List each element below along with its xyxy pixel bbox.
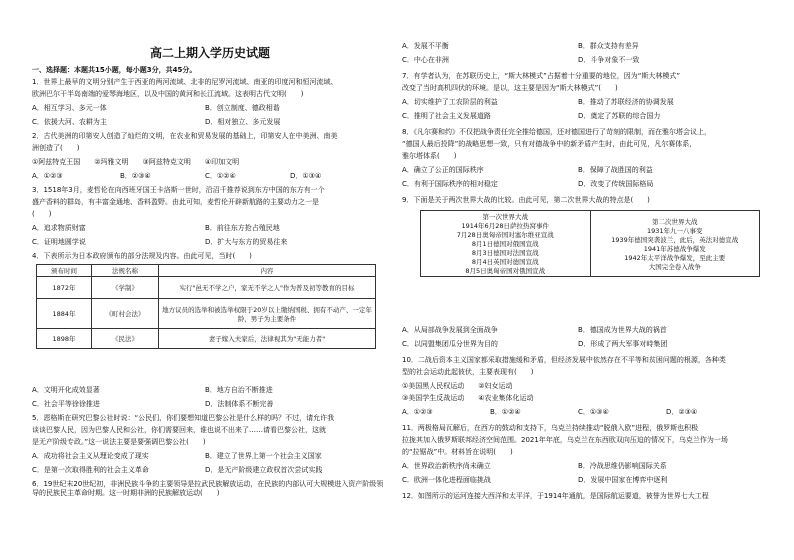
q2-option-d[interactable]: D．①③④ xyxy=(290,172,322,180)
q1-stem-line2: 欧洲巴尔干半岛南端的爱琴海地区，以及中国的黄河和长江流域。这表明古代文明( ) xyxy=(32,90,304,98)
q1-option-d[interactable]: D．相对独立、多元发展 xyxy=(205,118,281,126)
ww2-event: 1931年九一八事变 xyxy=(646,226,703,235)
q9-option-c[interactable]: C．以同盟集团瓜分世界为目的 xyxy=(402,340,498,348)
q2-option-b[interactable]: B．②③④ xyxy=(120,172,151,180)
q2-option-a[interactable]: A．①②③ xyxy=(32,172,63,180)
q3-stem-line1: 3．1518年3月，麦哲伦在向西班牙国王卡洛斯一世时，沿沼千推荐说到东方中国的东方有一个 xyxy=(32,186,325,194)
q8-option-b[interactable]: B．保障了战胜国的利益 xyxy=(578,166,653,174)
q4-option-c[interactable]: C．社会平等徐徐推进 xyxy=(32,400,100,408)
page-title: 高二上期入学历史试题 xyxy=(150,46,271,60)
q4-option-b[interactable]: B．地方自治不断推进 xyxy=(205,386,273,394)
q11-option-b[interactable]: B．冷战思维仍影响国际关系 xyxy=(578,462,667,470)
q5-stem-line3: 是无产阶级专政。”这一说法主要是要强调巴黎公社( ) xyxy=(32,438,206,446)
ww1-event: 1914年6月28日萨拉热窝事件 xyxy=(461,222,549,230)
q4-header-law: 法规名称 xyxy=(92,265,159,277)
q9-option-b[interactable]: B．德国成为世界大战的祸首 xyxy=(578,326,667,334)
q6-stem: 6．19世纪末20世纪初，非洲民族斗争的主要领导是拉武民族解放运动，在民族的内部认可大规模进入资产阶级领导的民族民主革命时期。这一时期非洲的民族解放运动( ) xyxy=(32,480,384,497)
q4-cell: 妻子嫁入夫家后，法律视其为"无能力者" xyxy=(159,329,376,349)
q2-stem-line1: 2．古代美洲的印第安人创造了灿烂的文明，在农业和贸易发展的基础上，印第安人在中美洲、南美 xyxy=(32,132,338,140)
q6-option-c[interactable]: C．中心在非洲 xyxy=(402,56,449,64)
q11-stem-line1: 11．两极格局瓦解后，在西方的鼓动和支持下，乌克兰持续推动“脱俄入欧”进程，俄罗斯也积极 xyxy=(402,424,699,432)
q4-cell: 《町村会法》 xyxy=(92,299,159,329)
q8-stem-line3: 雅尔塔体系( ) xyxy=(402,152,457,160)
q11-stem-line3: 的“拉锯战”中。材料旨在说明( ) xyxy=(402,448,513,456)
q6-option-d[interactable]: D．斗争对象不一致 xyxy=(578,56,640,64)
q11-option-d[interactable]: D．发展中国家在博弈中逐利 xyxy=(578,476,668,484)
q9-table xyxy=(420,210,760,277)
q7-option-d[interactable]: D．奠定了苏联的综合国力 xyxy=(578,112,661,120)
q8-option-a[interactable]: A．确立了公正的国际秩序 xyxy=(402,166,484,174)
ww2-event: 1941年苏德战争爆发 xyxy=(643,244,706,253)
q4-table xyxy=(36,264,376,349)
q6-option-a[interactable]: A．发展不平衡 xyxy=(402,42,449,50)
ww1-event: 8月3日德国对法国宣战 xyxy=(471,249,539,257)
q1-option-b[interactable]: B．创立制度、德政相谐 xyxy=(205,104,280,112)
q10-items-line1: ①美国黑人民权运动 ②妇女运动 xyxy=(402,382,513,390)
q10-option-b[interactable]: B．①②④ xyxy=(490,408,521,416)
q10-option-d[interactable]: D．②③④ xyxy=(666,408,698,416)
q7-option-a[interactable]: A．切实维护了工农阶层的利益 xyxy=(402,98,498,106)
q7-option-b[interactable]: B．推动了苏联经济的协调发展 xyxy=(578,98,674,106)
q1-option-c[interactable]: C．依援大河、农耕为主 xyxy=(32,118,107,126)
q5-option-d[interactable]: D．是无产阶级建立政权首次尝试实践 xyxy=(205,466,323,474)
ww2-title: 第二次世界大战 xyxy=(652,217,698,226)
ww2-event: 大国完全卷入战争 xyxy=(648,262,701,271)
q3-stem-line3: ( ) xyxy=(32,210,52,218)
q5-option-a[interactable]: A．成功将社会主义从理论变成了现实 xyxy=(32,452,149,460)
q6-option-b[interactable]: B．群众支持有差异 xyxy=(578,42,639,50)
q2-items: ①阿兹特克王国 ②玛雅文明 ③阿兹特克文明 ④印加文明 xyxy=(32,158,240,166)
q5-option-c[interactable]: C．是第一次取得胜利的社会主义革命 xyxy=(32,466,149,474)
table-row xyxy=(37,277,376,299)
q5-stem-line1: 5．恩格斯在研究巴黎公社时说：“公民们，你们要想知道巴黎公社是什么样的吗？不过，请允许我 xyxy=(32,414,335,422)
q8-option-d[interactable]: D．改变了传统国际格局 xyxy=(578,180,654,188)
q7-stem-line2: 改变了当时高机四伏的环境。是以，这主要是因为“斯大林模式”( ) xyxy=(402,84,618,92)
q4-cell: 《民法》 xyxy=(92,329,159,349)
ww1-event: 8月5日奥匈帝国对俄国宣战 xyxy=(465,267,546,275)
q4-stem: 4．下表所示为日本政府颁布的部分法规及内容。由此可见，当时( ) xyxy=(32,252,252,260)
q11-option-c[interactable]: C．欧洲一体化进程面临挑战 xyxy=(402,476,491,484)
ww2-cell xyxy=(590,211,760,277)
q8-option-c[interactable]: C．有利于国际秩序的相对稳定 xyxy=(402,180,498,188)
table-row xyxy=(37,299,376,329)
section-heading: 一、选择题：本题共15小题，每小题3分，共45分。 xyxy=(32,66,197,74)
q1-option-a[interactable]: A．相互学习、多元一体 xyxy=(32,104,107,112)
ww1-event: 8月1日德国对俄国宣战 xyxy=(471,240,539,248)
ww1-event: 7月28日奥匈帝国对塞尔维亚宣战 xyxy=(456,231,554,239)
q9-option-d[interactable]: D．形成了两大军事对峙集团 xyxy=(578,340,668,348)
q11-stem-line2: 拉拢其加入俄罗斯联邦经济空间范围。2021年年底，乌克兰在东西欧双向压迫的情况下，乌克兰作为一场 xyxy=(402,436,728,444)
q4-cell: 《学制》 xyxy=(92,277,159,299)
ww1-cell xyxy=(421,211,591,277)
q4-option-a[interactable]: A．文明开化成效显著 xyxy=(32,386,100,394)
q10-option-a[interactable]: A．①②③ xyxy=(402,408,433,416)
q8-stem-line2: “德国人最后投降”的战略思想一致，只有对德战争中的新矛盾产生时，由此可见，凡尔赛体系， xyxy=(402,140,697,148)
q4-header-time: 颁布时间 xyxy=(37,265,92,277)
q3-option-b[interactable]: B．前往东方抢占殖民地 xyxy=(205,224,280,232)
ww2-event: 1939年德国突袭波兰，此后，英法对德宣战 xyxy=(611,235,739,244)
q9-option-a[interactable]: A．从局部战争发展到全面战争 xyxy=(402,326,498,334)
q7-stem-line1: 7．有学者认为，在苏联历史上，“斯大林模式”占据着十分重要的地位，因为“斯大林模式” xyxy=(402,72,680,80)
q10-stem-line1: 10．二战后资本主义国家都采取措施缓和矛盾，但经济发展中依然存在不平等和贫困问题的根源，各种类 xyxy=(402,356,726,364)
q3-option-c[interactable]: C．证明地圆学说 xyxy=(32,238,86,246)
q4-table-header xyxy=(37,265,376,277)
q4-cell: 1872年 xyxy=(37,277,92,299)
q8-stem-line1: 8．《凡尔赛和约》不仅把战争责任完全推给德国，还对德国进行了苛刻的限制，而在雅尔塔会议上， xyxy=(402,128,711,136)
q2-option-c[interactable]: C．①②④ xyxy=(205,172,236,180)
ww2-event: 1942年太平洋战争爆发，至此主要 xyxy=(624,253,726,262)
q1-stem-line1: 1．世界上最早的文明分别产生于西亚的两河流域、北非的尼罗河流域、南亚的印度河和恒河流域、 xyxy=(32,78,338,86)
q4-cell: 1884年 xyxy=(37,299,92,329)
q7-option-c[interactable]: C．推明了社会主义发展道路 xyxy=(402,112,491,120)
q5-option-b[interactable]: B．建立了世界上第一个社会主义国家 xyxy=(205,452,322,460)
q4-cell: 实行"邑无不学之户，家无不学之人"作为普及初等教育的目标 xyxy=(159,277,376,299)
q10-stem-line2: 型的社会运动此起彼伏，主要表现有( ) xyxy=(402,368,534,376)
q4-cell: 1898年 xyxy=(37,329,92,349)
q12-stem: 12．如图所示的运河连接大西洋和太平洋，于1914年通航，是国际航运要道，被誉为世界七大工程 xyxy=(402,492,709,500)
ww1-event: 8月4日英国对德国宣战 xyxy=(471,258,539,266)
q10-items-line2: ③美国学生反战运动 ④农业集体化运动 xyxy=(402,394,534,402)
q2-stem-line2: 洲创造了( ) xyxy=(32,144,80,152)
ww1-title: 第一次世界大战 xyxy=(482,213,528,221)
q3-option-a[interactable]: A．追求物质财富 xyxy=(32,224,86,232)
q11-option-a[interactable]: A．世界政治新秩序尚未确立 xyxy=(402,462,491,470)
q5-stem-line2: 谈谈巴黎人民，因为巴黎人民和公社，你们需要回来，谁也说不出来了……请看巴黎公社，这就 xyxy=(32,426,326,434)
q3-option-d[interactable]: D．扩大与东方的贸易往来 xyxy=(205,238,288,246)
table-row xyxy=(37,329,376,349)
q10-option-c[interactable]: C．①③④ xyxy=(578,408,609,416)
q4-cell: 地方议员的选举和被选举权限于20岁以上缴纳国税、拥有不动产、一定年龄，男子为主要条件 xyxy=(159,299,376,329)
q4-option-d[interactable]: D．法制体系不断完善 xyxy=(205,400,274,408)
q3-stem-line2: 盛产香料的群岛，有丰富金通地、香料盈野。由此可知，麦哲伦开辟新航路的主要动力之一是 xyxy=(32,198,319,206)
q9-stem: 9．下面是关于两次世界大战的比较。由此可见，第二次世界大战的特点是( ) xyxy=(402,196,650,204)
q4-header-content: 内容 xyxy=(159,265,376,277)
